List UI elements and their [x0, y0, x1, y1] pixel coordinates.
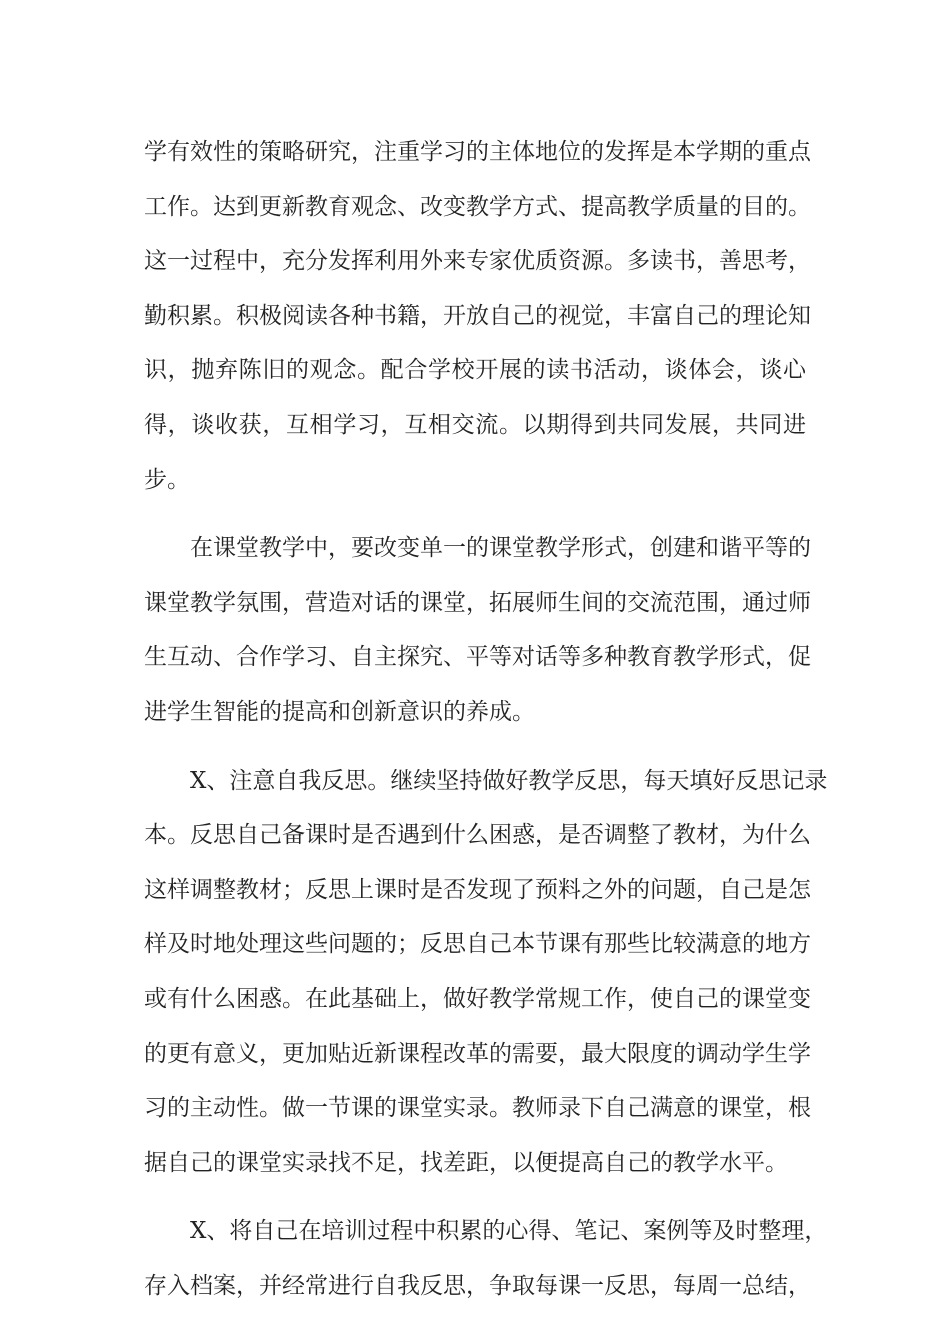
document-body [144, 125, 828, 1313]
text-line: 课堂教学氛围，营造对话的课堂，拓展师生间的交流范围，通过师 [144, 589, 811, 616]
paragraph-1 [144, 125, 811, 507]
paragraph-gap [144, 507, 806, 521]
text-line: 样及时地处理这些问题的；反思自己本节课有那些比较满意的地方 [144, 931, 811, 958]
paragraph-gap [144, 740, 806, 754]
text-line: 工作。达到更新教育观念、改变教学方式、提高教学质量的目的。 [144, 193, 811, 220]
text-line: 在课堂教学中，要改变单一的课堂教学形式，创建和谐平等的 [190, 535, 811, 562]
text-line: 习的主动性。做一节课的课堂实录。教师录下自己满意的课堂，根 [144, 1095, 811, 1122]
text-line: 进学生智能的提高和创新意识的养成。 [144, 698, 535, 725]
text-line: 这样调整教材；反思上课时是否发现了预料之外的问题，自己是怎 [144, 876, 811, 903]
text-line: 步。 [144, 466, 190, 493]
paragraph-gap [144, 1190, 806, 1204]
text-line: 生互动、合作学习、自主探究、平等对话等多种教育教学形式，促 [144, 644, 811, 671]
text-line: 这一过程中，充分发挥利用外来专家优质资源。多读书，善思考， [144, 248, 811, 275]
text-line: 得，谈收获，互相学习，互相交流。以期得到共同发展，共同进 [144, 411, 806, 438]
text-line: 学有效性的策略研究，注重学习的主体地位的发挥是本学期的重点 [144, 139, 811, 165]
paragraph-2 [144, 521, 811, 739]
text-line: 据自己的课堂实录找不足，找差距，以便提高自己的教学水平。 [144, 1149, 788, 1176]
text-line: 本。反思自己备课时是否遇到什么困惑，是否调整了教材，为什么 [144, 822, 811, 849]
text-line: X、注意自我反思。继续坚持做好教学反思，每天填好反思记录 [190, 767, 828, 794]
paragraph-4 [144, 1204, 828, 1313]
text-line: 存入档案，并经常进行自我反思，争取每课一反思，每周一总结， [144, 1272, 811, 1299]
paragraph-3 [144, 754, 828, 1191]
text-line: X、将自己在培训过程中积累的心得、笔记、案例等及时整理， [190, 1218, 828, 1245]
text-line: 或有什么困惑。在此基础上，做好教学常规工作，使自己的课堂变 [144, 985, 811, 1012]
text-line: 识，抛弃陈旧的观念。配合学校开展的读书活动，谈体会，谈心 [144, 357, 806, 384]
text-line: 勤积累。积极阅读各种书籍，开放自己的视觉，丰富自己的理论知 [144, 302, 811, 329]
text-line: 的更有意义，更加贴近新课程改革的需要，最大限度的调动学生学 [144, 1040, 811, 1067]
